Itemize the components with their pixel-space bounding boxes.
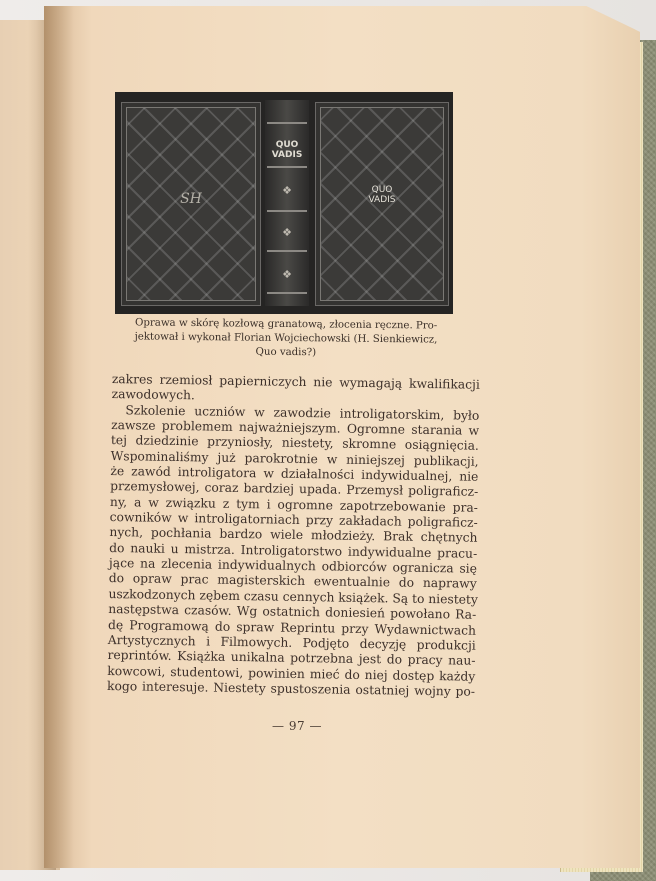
back-cover-panel bbox=[121, 102, 261, 306]
text-line: cowników w introligatorniach przy zakładach poligraficz- bbox=[109, 510, 478, 530]
figure-caption: Oprawa w skórę kozłową granatową, złocenia ręczne. Pro- jektował i wykonał Florian Wojciechowski (H. Sienkiewicz, Quo vadis?) bbox=[134, 317, 438, 359]
spine-title: QUO VADIS bbox=[271, 140, 303, 160]
text-line: do opraw prac magisterskich ewentualnie do naprawy bbox=[108, 571, 477, 592]
text-line: następstwa czasów. Wg ostatnich doniesień powołano Ra- bbox=[108, 602, 477, 622]
text-line: dę Programową do spraw Reprintu przy Wydawnictwach bbox=[107, 617, 477, 638]
book-spine: QUO VADIS ❖ ❖ ❖ bbox=[265, 100, 309, 306]
text-line: uszkodzonych zębem czasu cennych książek. Są to niestety bbox=[108, 586, 478, 607]
text-line: nych, pochłania bardzo wiele młodzieży. Brak chętnych bbox=[109, 525, 478, 546]
text-line: kogo interesuje. Niestety spustoszenia ostatniej wojny po- bbox=[106, 678, 476, 699]
text-line: Artystycznych i Filmowych. Podjęto decyzję produkcji bbox=[107, 632, 476, 653]
text-line: przemysłowej, coraz bardziej upada. Przemysł poligraficz- bbox=[110, 479, 479, 500]
text-line: do nauki u mistrza. Introligatorstwo indywidualne pracu- bbox=[109, 540, 478, 561]
text-line: zakres rzemiosł papierniczych nie wymagają kwalifikacji bbox=[111, 372, 480, 392]
page-gutter-shadow bbox=[44, 6, 74, 868]
text-line: zawsze problemem najważniejszym. Ogromne starania w bbox=[111, 418, 480, 438]
page-number: — 97 — bbox=[272, 719, 322, 733]
text-line: że zawód introligatora w działalności indywidualnej, nie bbox=[110, 464, 479, 484]
text-line: zawodowych. bbox=[111, 387, 195, 403]
text-line: Szkolenie uczniów w zawodzie introligatorskim, było bbox=[125, 402, 480, 423]
text-line: ny, a w związku z tym i ogromne zapotrzebowanie pra- bbox=[109, 494, 479, 515]
body-text bbox=[107, 372, 480, 700]
front-cover-title: QUO VADIS bbox=[368, 185, 396, 205]
front-cover-panel bbox=[315, 102, 449, 306]
text-line: reprintów. Książka unikalna potrzebna jest do pracy nau- bbox=[107, 648, 476, 668]
back-cover-monogram: SH bbox=[180, 191, 202, 207]
text-line: kowcowi, studentowi, powinien mieć do niej dostęp każdy bbox=[107, 663, 476, 684]
bookbinding-photograph bbox=[115, 92, 453, 314]
text-line: tej dziedzinie przyniosły, niestety, skromne osiągnięcia. bbox=[110, 433, 479, 454]
text-line: Wspominaliśmy już parokrotnie w niniejszej publikacji, bbox=[110, 448, 479, 469]
text-line: jące na zlecenia indywidualnych odbiorców ogranicza się bbox=[108, 556, 478, 576]
